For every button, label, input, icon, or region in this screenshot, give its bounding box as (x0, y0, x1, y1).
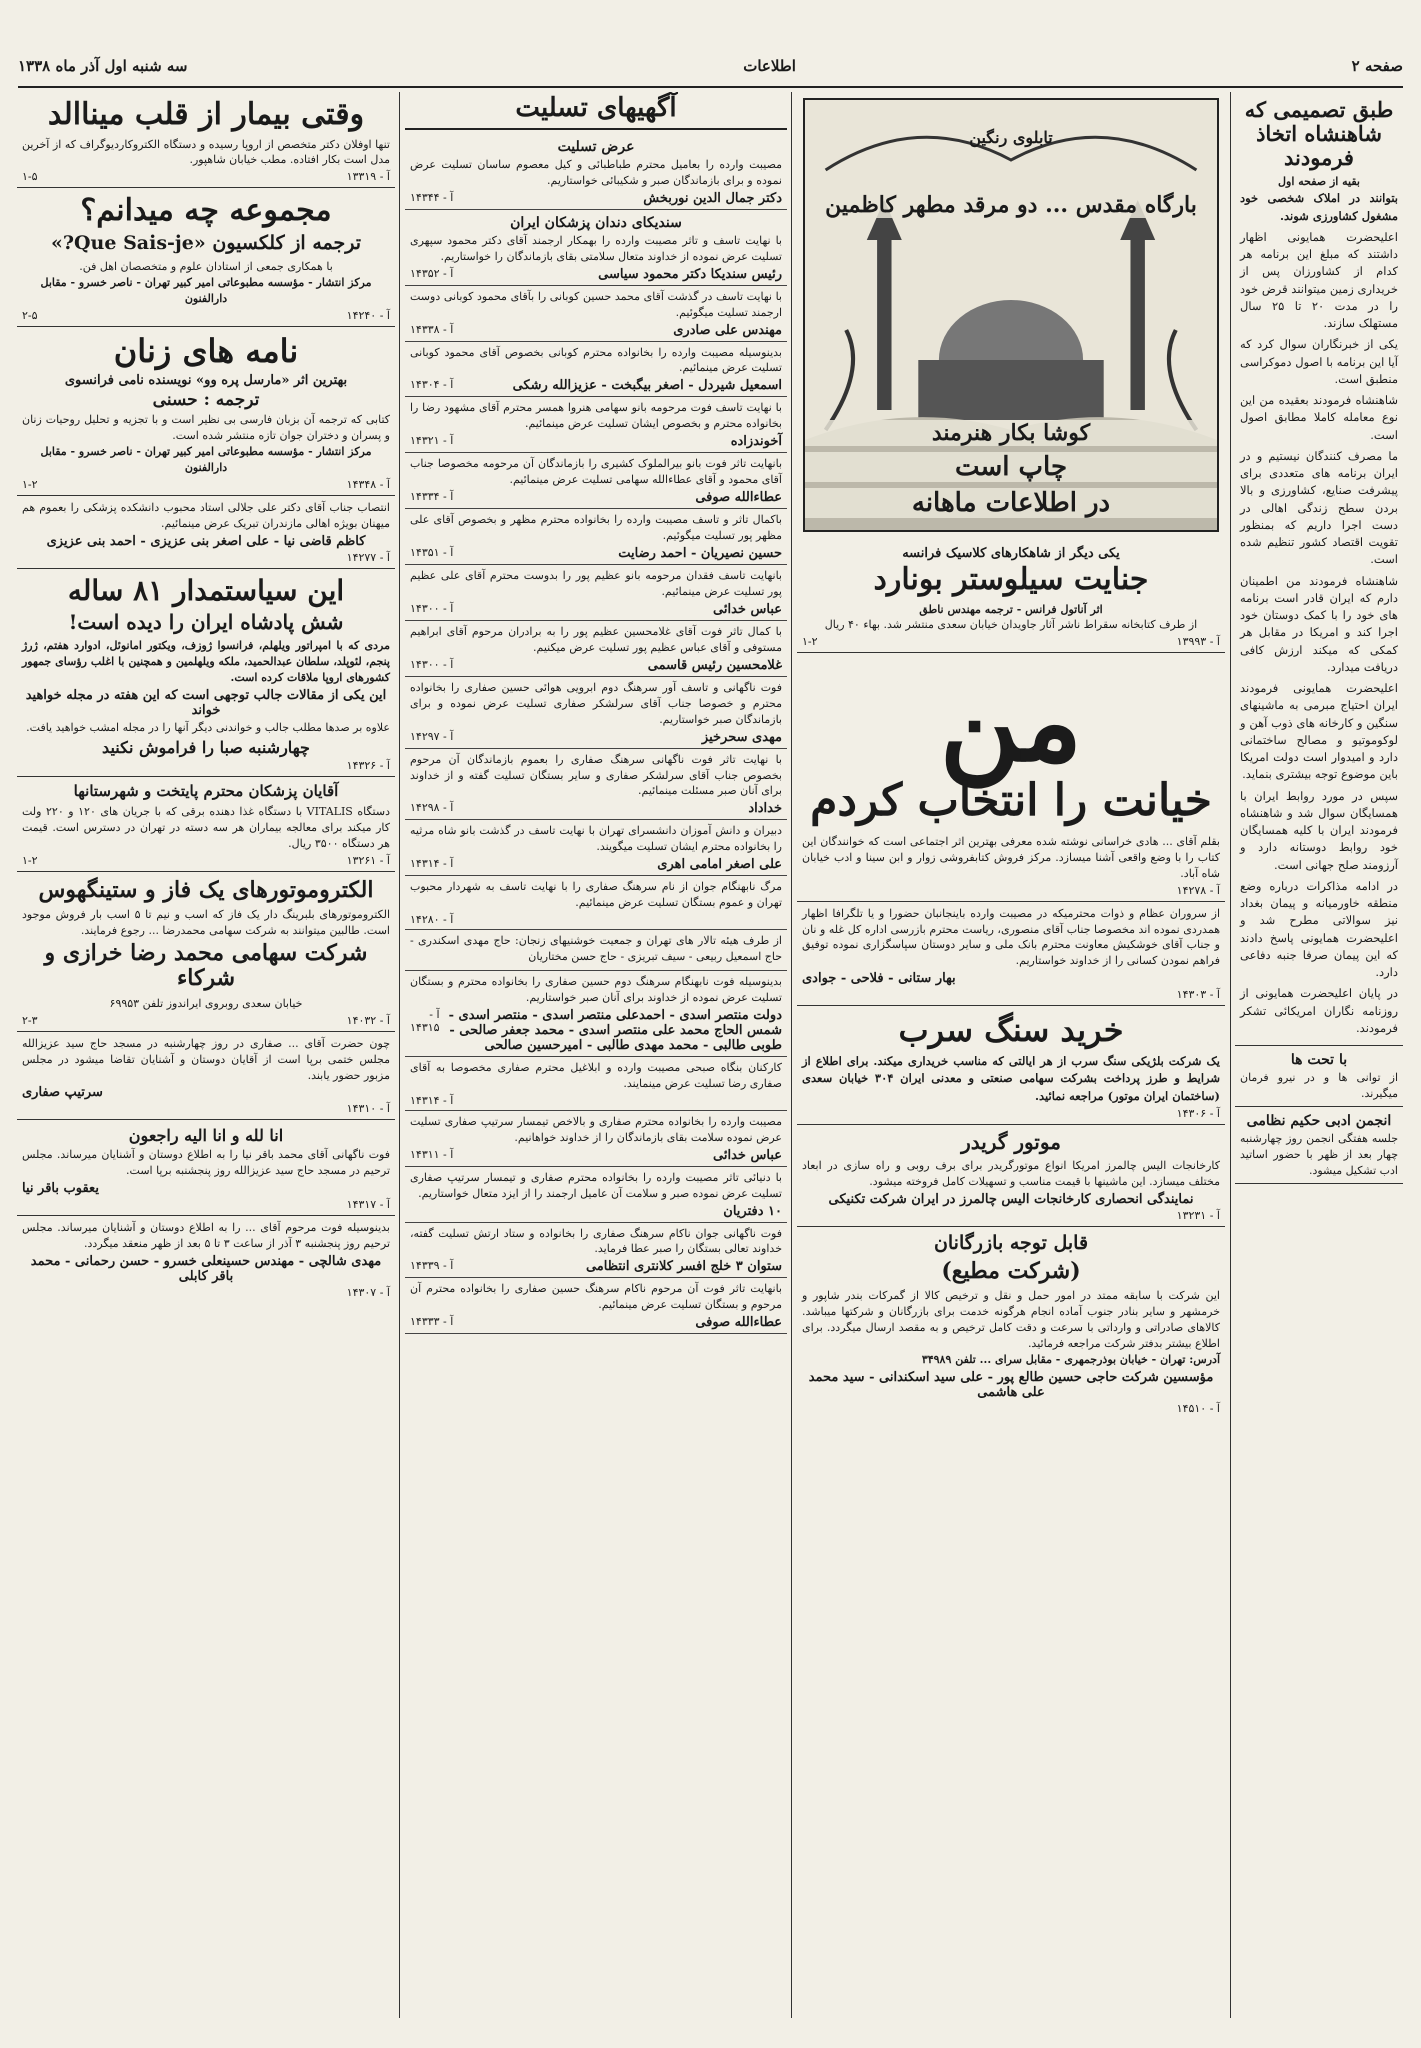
emblem-caption-bottom: در اطلاعات ماهانه (805, 488, 1217, 518)
article-paragraph: اعلیحضرت همایونی فرمودند ایران احتیاج مبرمی به ماشینهای سنگین و کارخانه های ذوب آهن و لوکوموتیو و مصالح ساختمانی دارد و امیدوار است دولت امریکا باین موضوع توجه بیشتری بنماید. (1240, 681, 1398, 782)
notice-text: از سروران عظام و ذوات محترمیکه در مصیبت وارده باینجانبان حضورا و یا تلگرافا اظهار همدردی نموده اند مخصوصا جناب آقای منصوری، ریاست محترم بازرسی اداره کل غله و نان و جناب آقای خوشکیش معاونت محترم بانک ملی و سایر دوستان سپاسگزاری نموده توفیق فراهم نمودن کسانی را از خداوند خواستاریم. (802, 906, 1220, 968)
ad-translator: ترجمه : حسنی (152, 390, 260, 411)
ad-code: آ - ۱۴۲۴۰ (346, 308, 390, 322)
ad-code-row (22, 309, 390, 322)
ad-headline: موتور گریدر (961, 1129, 1061, 1154)
condolence-text: فوت ناگهانی جوان ناکام سرهنگ صفاری را بخانواده و ستاد ارتش تسلیت گفته، خداوند تعالی بستگان را صبر عطا فرماید. (410, 1226, 782, 1256)
ad-code: آ - ۱۴۵۱۰ (1176, 1401, 1220, 1415)
ad-code: آ - ۱۴۲۷۷ (346, 550, 390, 564)
lead-ore-ad (797, 1006, 1225, 1125)
header-rule (18, 86, 1403, 88)
condolence-footer (410, 323, 782, 338)
condolence-signature: عباس خدائی (713, 1147, 782, 1163)
notice-signature: کاظم قاضی نیا - علی اصغر بنی عزیزی - احمد بنی عزیزی (46, 533, 366, 549)
condolence-signature: عطاءالله صوفی (695, 1315, 782, 1331)
ad-code: آ - ۱۴۳۰۷ (346, 1286, 390, 1300)
ad-code: آ - ۱۴۳۳۸ (410, 322, 454, 336)
condolence-text: با دنیائی تاثر مصیبت وارده را بخانواده محترم صفاری و تیمسار سرتیپ صفاری تسلیت عرض نموده صبر و سلامت آن عامیل ارجمند را از ایزد متعال خواستاریم. (410, 1170, 782, 1200)
ad-text: علاوه بر صدها مطلب جالب و خواندنی دیگر آنها را در مجله امشب خواهید یافت. (26, 720, 390, 734)
ad-code: آ - ۱۴۳۰۳ (1176, 988, 1220, 1002)
ad-text: این یکی از مقالات جالب توجهی است که این هفته در مجله خواهید خواند (25, 687, 387, 718)
condolence-text: با کمال تاثر فوت آقای غلامحسین عظیم پور را به برادران مرحوم آقای ابراهیم مستوفی و آقای عباس عظیم پور تسلیت عرض میکنیم. (410, 624, 782, 654)
article-headline: طبق تصمیمی که شاهنشاه اتخاذ فرمودند (1244, 97, 1394, 171)
condolence-notice (17, 1032, 395, 1121)
condolence-item (405, 342, 787, 398)
ad-publisher: از طرف کتابخانه سقراط ناشر آثار جاویدان خیابان سعدی منتشر شد. بهاء ۴۰ ریال (824, 618, 1198, 632)
ad-code: آ - ۱۴۳۱۵ (410, 1007, 440, 1034)
ad-signature: مؤسسین شرکت حاجی حسین طالع پور - علی سید اسکندانی - سید محمد علی هاشمی (808, 1369, 1214, 1400)
condolence-item (405, 1223, 787, 1279)
medical-device-ad (17, 777, 395, 872)
notice-title: انا لله و انا الیه راجعون (128, 1126, 284, 1146)
condolence-signature: غلامحسین رئیس قاسمی (647, 657, 782, 673)
ad-headline: آقایان پزشکان محترم پایتخت و شهرستانها (73, 781, 339, 800)
ad-code: آ - ۱۴۳۵۲ (410, 266, 454, 280)
condolence-text: بدینوسیله فوت نابهنگام سرهنگ دوم حسین صفاری را بخانواده محترم و بستگان تسلیت عرض نموده از خداوند برای آنان صبر خواستاریم. (410, 975, 782, 1004)
notice-text: از توانی ها و در نیرو فرمان میگیرند. (1240, 1071, 1398, 1101)
condolence-item (405, 1111, 787, 1167)
ad-text: کتابی که ترجمه آن بزبان فارسی بی نظیر است و با تجزیه و تحلیل روحیات زنان و پسران و دختران جوان تازه منتشر شده است. (22, 413, 390, 443)
condolence-item (405, 1167, 787, 1223)
ad-address: خیابان سعدی روبروی ایراندوز تلفن ۶۹۹۵۳ (109, 996, 303, 1010)
condolence-title: عرض تسلیت (557, 138, 635, 155)
emblem-caption-bottom: کوشا بکار هنرمند (805, 420, 1217, 446)
notice-text: جلسه هفتگی انجمن روز چهارشنبه چهار بعد از ظهر با حضور اساتید ادب تشکیل میشود. (1240, 1131, 1398, 1177)
ad-headline: مجموعه چه میدانم؟ (80, 193, 332, 229)
condolence-footer (410, 546, 782, 561)
condolence-item (405, 820, 787, 876)
ad-text: بقلم آقای ... هادی خراسانی نوشته شده معرفی بهترین اثر اجتماعی است که خوانندگان این کتاب را با وضع واقعی آشنا میسازد. مرکز فروش کتابفروشی زوار و ابن سینا و ادب خیابان شاه آباد. (802, 834, 1220, 880)
condolence-footer (410, 602, 782, 617)
ad-signature: شرکت سهامی محمد رضا خرازی و شرکاء (44, 940, 368, 992)
book-ad (17, 327, 395, 497)
condolence-item (405, 286, 787, 342)
newspaper-name: اطلاعات (743, 57, 796, 75)
section-title: آگهیهای تسلیت (405, 94, 787, 130)
ad-code-row (802, 635, 1220, 648)
ad-code: آ - ۱۴۳۴۸ (346, 478, 390, 492)
emblem-caption-mid: بارگاه مقدس ... دو مرقد مطهر کاظمین (805, 192, 1217, 218)
article-paragraph: ما مصرف کنندگان نیستیم و در ایران برنامه های متعددی برای پیشرفت صنایع، کشاورزی و بالا بردن سطح زندگی اهالی در دست اجرا داریم که بمنظور تقویت اقتصاد کشور تنظیم شده است. (1240, 448, 1398, 567)
ad-code: آ - ۱۳۲۳۱ (1176, 1208, 1220, 1222)
condolence-text: بدینوسیله مصیبت وارده را بخانواده محترم کوبانی بخصوص آقای محمود کوبانی تسلیت عرض مینمائیم. (410, 345, 782, 375)
condolence-signature: اسمعیل شیردل - اصغر بیگبخت - عزیزالله رشکی (512, 378, 782, 394)
condolence-signature: علی اصغر امامی اهری (657, 857, 782, 873)
ad-headline: خیانت را انتخاب کردم (810, 775, 1212, 827)
congratulation-notice (17, 496, 395, 569)
motie-company-ad (797, 1227, 1225, 1419)
ad-code-row (22, 1286, 390, 1299)
ad-code: آ - ۱۴۳۳۴ (410, 490, 454, 504)
condolence-item (405, 876, 787, 930)
ad-code: آ - ۱۴۲۸۰ (410, 913, 454, 927)
condolence-signature: ۱۰ دفتریان (723, 1203, 782, 1219)
continued-note: بقیه از صفحه اول (1278, 175, 1360, 189)
ad-code-row (22, 551, 390, 564)
issue-date: سه شنبه اول آذر ماه ۱۳۳۸ (18, 57, 188, 75)
condolence-footer (410, 730, 782, 745)
ad-subheadline: بهترین اثر «مارسل پره وو» نویسنده نامی فرانسوی (64, 373, 348, 389)
book-ad (797, 653, 1225, 901)
ad-address: آدرس: تهران - خیابان بوذرجمهری - مقابل سرای ... تلفن ۳۴۹۸۹ (921, 1352, 1220, 1366)
condolence-text: از طرف هیئه تالار های تهران و جمعیت خوشنیهای زنجان: حاج مهدی اسکندری - حاج اسمعیل ربیعی - سیف تبریزی - حاج حسن مختاریان (410, 934, 782, 964)
notice-signature: مهدی شالچی - مهندس حسینعلی خسرو - حسن رحمانی - محمد باقر کابلی (30, 1254, 382, 1285)
ad-code: آ - ۱۴۳۱۴ (410, 857, 454, 871)
condolence-notice (17, 1216, 395, 1303)
condolence-item (405, 1278, 787, 1334)
condolence-text: بانهایت تاثر فوت آن مرحوم ناکام سرهنگ حسین صفاری را بخانواده محترم آن مرحوم و بستگان تسلیت عرض مینمائیم. (410, 1282, 782, 1312)
condolence-text: بانهایت تاثر فوت بانو بیرالملوک کشیری را بازماندگان آن مرحومه مخصوصا جناب آقای محمود و آقای عطاءالله سهامی تسلیت عرض مینمائیم. (410, 457, 782, 487)
notice-signature: بهار ستانی - فلاحی - جوادی (802, 971, 956, 987)
ad-subheadline: ترجمه از کلکسیون «Que Sais-je?» (50, 231, 362, 254)
ad-code-row (802, 1107, 1220, 1120)
ad-code: آ - ۱۳۹۹۳ (1176, 635, 1220, 649)
ad-code-row (802, 988, 1220, 1001)
ad-code: آ - ۱۳۳۱۹ (346, 170, 390, 184)
condolence-item (405, 134, 787, 210)
ad-code: آ - ۱۴۳۰۶ (1176, 1106, 1220, 1120)
ad-text: یک شرکت بلژیکی سنگ سرب از هر ایالتی که مناسب خریداری میکند. برای اطلاع از شرایط و طرز پرداخت بشرکت سهامی صنعتی و معدنی ایران ۳۰۴ خیابان سعدی (ساختمان ایران موتور) مراجعه نمائید. (802, 1054, 1220, 1103)
condolence-text: دبیران و دانش آموزان دانشسرای تهران با نهایت تاسف در گذشت بانو شاه مرثیه را بخانواده محترم ایشان تسلیت میگویند. (410, 824, 782, 854)
ad-code-row (802, 1209, 1220, 1222)
condolence-text: با نهایت تاسف فوت مرحومه بانو سهامی هنروا همسر محترم آقای مشهود رضا را بخانواده محترم و بخصوص ایشان تسلیت عرض مینمائیم. (410, 401, 782, 431)
ad-publisher: مرکز انتشار - مؤسسه مطبوعاتی امیر کبیر تهران - ناصر خسرو - مقابل دارالفنون (40, 275, 372, 305)
article-paragraph: در پایان اعلیحضرت همایونی از روزنامه نگاران امریکائی تشکر فرمودند. (1240, 986, 1398, 1035)
ad-headline: وقتی بیمار از قلب میناالد (47, 97, 365, 132)
condolence-text: با نهایت تاسف در گذشت آقای محمد حسین کوبانی را بآقای محمود کوبانی دوست ارجمند تسلیت میگوئیم. (410, 289, 782, 319)
ad-code: ۱-۵ (22, 170, 38, 184)
condolence-text: بانهایت تاسف فقدان مرحومه بانو عظیم پور را بدوست محترم آقای علی عظیم پور تسلیت عرض مینمائیم. (410, 569, 782, 598)
condolence-signature: حسین نصیریان - احمد رضایت (618, 546, 782, 562)
condolence-footer (410, 1315, 782, 1330)
column-rule (1230, 92, 1231, 2018)
ad-code: آ - ۱۴۳۰۴ (410, 378, 454, 392)
ad-headline: خرید سنگ سرب (898, 1011, 1124, 1050)
ad-signature: چهارشنبه صبا را فراموش نکنید (102, 737, 310, 757)
notice-text: فوت ناگهانی آقای محمد باقر نیا را به اطلاع دوستان و آشنایان میرساند. مجلس ترحیم در مسجد حاج سید عزیزالله روز پنجشنبه برپا است. (22, 1148, 390, 1178)
condolences-column (405, 92, 787, 2018)
article-paragraph: شاهنشاه فرمودند بعقیده من این نوع معامله کاملا مطابق اصول است. (1240, 393, 1398, 442)
ad-headline: الکتروموتورهای یک فاز و ستینگهوس (38, 876, 374, 903)
book-ad (797, 540, 1225, 653)
condolence-footer (410, 913, 782, 926)
main-article (1235, 92, 1403, 1046)
ad-code: آ - ۱۴۳۱۱ (410, 1147, 454, 1161)
ad-code: آ - ۱۴۳۰۰ (410, 657, 454, 671)
condolence-title: سندیکای دندان پزشکان ایران (510, 214, 682, 231)
article-paragraph: در ادامه مذاکرات درباره وضع منطقه خاورمیانه و پیمان بغداد نیز سوالاتی مطرح شد و اعلیحضرت همایونی پاسخ دادند که این پیمان صرفا جنبه دفاعی دارد. (1240, 878, 1398, 980)
condolence-item (405, 677, 787, 749)
electromotor-ad (17, 872, 395, 1032)
article-paragraph: یکی از خبرنگاران سوال کرد که آیا این برنامه با اصول دموکراسی منطبق است. (1240, 337, 1398, 386)
condolence-signature: رئیس سندیکا دکتر محمود سیاسی (598, 266, 782, 282)
article-paragraph: اعلیحضرت همایونی اظهار داشتند که مبلغ این برنامه هر کدام از کشاورزان پس از خریداری زمین میتوانند قرض خود را در مدت ۲۰ تا ۲۵ سال مستهلک سازند. (1240, 229, 1398, 331)
condolence-footer (410, 857, 782, 872)
condolence-signature: دولت منتصر اسدی - احمدعلی منتصر اسدی - منتصر اسدی - شمس الحاج محمد علی منتصر اسدی - محمد جعفر صالحی - طوبی طالبی - محمد مهدی طالبی - امیرحسین صالحی (448, 1007, 782, 1053)
condolence-text: کارکنان بنگاه صبحی مصیبت وارده و ابلاغیل محترم صفاری مخصوصا به آقای صفاری رضا تسلیت عرض مینمایند. (410, 1060, 782, 1090)
condolence-signature: دکتر جمال الدین نوربخش (643, 190, 782, 206)
condolence-signature: عباس خدائی (713, 601, 782, 617)
ad-code-row (22, 170, 390, 183)
condolence-notice (797, 902, 1225, 1007)
ad-subheadline: شش پادشاه ایران را دیده است! (68, 610, 344, 635)
ad-headline: جنایت سیلوستر بونارد (873, 562, 1149, 597)
ad-code: ۱-۲ (22, 853, 38, 867)
condolence-text: با نهایت تاثر فوت ناگهانی سرهنگ صفاری را بعموم بازماندگان آن مرحوم بخصوص جناب آقای سرلشکر صفاری و سایر بستگان تسلیت گفته و از خداوند برای آنان صبر مسئلت مینمائیم. (410, 752, 782, 798)
notice-box (1235, 1107, 1403, 1184)
ad-code: آ - ۱۳۲۶۱ (346, 853, 390, 867)
notice-box (1235, 1046, 1403, 1107)
ad-pre-title: یکی دیگر از شاهکارهای کلاسیک فرانسه (902, 546, 1120, 561)
condolence-footer (410, 1094, 782, 1107)
condolence-footer (410, 1148, 782, 1163)
ad-code-row (22, 854, 390, 867)
condolence-footer (410, 490, 782, 505)
ad-code: ۱-۲ (22, 478, 38, 492)
ad-code-row (22, 1198, 390, 1211)
emblem-caption-top: تابلوی رنگین (969, 128, 1053, 147)
notice-text: بدینوسیله فوت مرحوم آقای ... را به اطلاع دوستان و آشنایان میرساند. مجلس ترحیم روز پنجشنبه ۳ آذر از ساعت ۳ تا ۵ بعد از ظهر منعقد میگردد. (22, 1221, 390, 1251)
condolence-item (405, 210, 787, 286)
ad-code: آ - ۱۴۰۳۲ (346, 1013, 390, 1027)
ad-code: آ - ۱۴۳۲۶ (346, 758, 390, 772)
notice-text: چون حضرت آقای ... صفاری در روز چهارشنبه در مسجد حاج سید عزیزالله مجلس ختمی برپا است از آقایان دوستان و آشنایان تقاضا میشود در مجلس مزبور حضور یابند. (22, 1036, 390, 1082)
ad-text: با همکاری جمعی از استادان علوم و متخصصان اهل فن. (79, 259, 333, 273)
condolence-item (405, 621, 787, 677)
book-series-ad (17, 188, 395, 326)
condolence-item (405, 749, 787, 821)
column-rule (791, 92, 792, 2018)
ad-code: آ - ۱۴۳۱۰ (346, 1102, 390, 1116)
ad-signature: نمایندگی انحصاری کارخانجات الیس چالمرز در ایران شرکت تکنیکی (828, 1191, 1194, 1207)
condolence-footer (410, 191, 782, 206)
ad-headline: این سیاستمدار ۸۱ ساله (67, 573, 345, 607)
ad-code: ۲-۳ (22, 1013, 38, 1027)
ad-code: آ - ۱۴۳۵۱ (410, 546, 454, 560)
condolence-footer (410, 267, 782, 282)
motor-grader-ad (797, 1125, 1225, 1227)
ad-code: ۲-۵ (22, 308, 38, 322)
ad-code: آ - ۱۴۳۱۴ (410, 1093, 454, 1107)
condolence-text: مصیبت وارده را بخانواده محترم صفاری و بالاخص تیمسار سرتیپ صفاری تسلیت عرض نموده سلامت بقای بازماندگان را از خداوند خواهانیم. (410, 1114, 782, 1144)
ad-code: آ - ۱۴۳۲۱ (410, 434, 454, 448)
condolence-text: فوت ناگهانی و تاسف آور سرهنگ دوم ابرویی هوائی حسین صفاری را بخانواده محترم و خصوصا جناب آقای سرلشکر صفاری تسلیت عرض نموده و برای بازماندگان صبر خواستاریم. (410, 680, 782, 726)
condolence-footer (410, 1259, 782, 1274)
ad-text: الکتروموتورهای بلبرینگ دار یک فاز که اسب و نیم تا ۵ اسب بار فروش موجود است. طالبین میتوانند به شرکت سهامی محمدرضا ... رجوع فرمایند. (22, 908, 390, 938)
condolence-item (405, 971, 787, 1057)
ad-code-row (22, 759, 390, 772)
ad-code-row (802, 884, 1220, 897)
page-header (18, 52, 1403, 80)
ad-headline: نامه های زنان (113, 331, 299, 370)
article-column (1235, 92, 1403, 2018)
condolence-signature: خداداد (748, 801, 782, 817)
notice-signature: سرتیپ صفاری (22, 1085, 103, 1101)
condolence-signature: مهدی سحرخیز (701, 729, 782, 745)
shrine-illustration-ad (803, 98, 1219, 532)
condolence-signature: ستوان ۳ خلج افسر کلانتری انتظامی (585, 1259, 782, 1275)
ad-code: آ - ۱۴۲۹۸ (410, 801, 454, 815)
column-rule (399, 92, 400, 2018)
condolence-text: مصیبت وارده را بعامیل محترم طباطبائی و کیل معصوم ساسان تسلیت عرض نموده و برای بازماندگان صبر و شکیبائی خواستاریم. (410, 157, 782, 187)
condolence-footer (410, 434, 782, 449)
ad-headline: من (939, 657, 1083, 787)
ad-code: آ - ۱۴۳۱۷ (346, 1198, 390, 1212)
condolence-notice (17, 1120, 395, 1216)
condolence-item (405, 509, 787, 565)
notice-text: انتصاب جناب آقای دکتر علی جلالی استاد محبوب دانشکده پزشکی را بعموم هم میهنان بویژه اهالی مازندران تبریک عرض مینمائیم. (22, 501, 390, 531)
article-paragraph: سپس در مورد روابط ایران با همسایگان سوال شد و شاهنشاه فرمودند ایران با کلیه همسایگان خود روابط دوستانه دارد و آرزومند صلح جهانی است. (1240, 788, 1398, 872)
condolence-footer (410, 801, 782, 816)
notice-title: با تحت ها (1290, 1052, 1348, 1069)
condolence-footer (410, 658, 782, 673)
article-paragraph: شاهنشاه فرمودند من اطمینان دارم که ایران قادر است برنامه های خود را با کمک دوستان خود اجرا کند و امریکا در مقابل هر کمکی که میکند ارزش کافی دریافت میدارد. (1240, 573, 1398, 674)
ads-column (17, 92, 395, 2018)
ad-code: آ - ۱۴۲۷۸ (1176, 883, 1220, 897)
condolence-text: مرگ نابهنگام جوان از نام سرهنگ صفاری را با نهایت تاسف به شهردار محبوب تهران و عموم بستگان تسلیت عرض مینمائیم. (410, 880, 782, 910)
page-number: صفحه ۲ (1351, 57, 1403, 75)
ad-code: ۱-۲ (802, 635, 818, 649)
ad-text: مردی که با امپراتور ویلهلم، فرانسوا ژوزف، ویکتور امانوئل، ادوارد هفتم، ژرژ پنجم، لئوپلد، سلطان عبدالحمید، ملکه ویلهلمین و همچنین با اغلب رؤسای جمهور کشورهای اروپا ملاقات کرده است. (22, 639, 390, 685)
ad-code: آ - ۱۴۳۳۳ (410, 1315, 454, 1329)
condolence-footer (410, 378, 782, 393)
ad-code-row (22, 1014, 390, 1027)
ad-code-row (22, 478, 390, 491)
ad-code: آ - ۱۴۳۰۰ (410, 601, 454, 615)
condolence-signature: آخوندزاده (730, 434, 782, 450)
ad-code-row (22, 1102, 390, 1115)
ad-code-row (802, 1402, 1220, 1415)
notice-signature: یعقوب باقر نیا (22, 1181, 99, 1197)
ad-text: دستگاه VITALIS با دستگاه غذا دهنده برقی که با جریان های ۱۲۰ و ۲۲۰ ولت کار میکند برای معالجه بیماران هر سه دسته در تهران در دسترس است. قیمت هر دستگاه ۳۵۰۰ ریال. (22, 805, 390, 851)
condolence-text: با نهایت تاسف و تاثر مصیبت وارده را بهمکار ارجمند آقای دکتر محمود سپهری تسلیت عرض نموده از خداوند متعال سلامتی بقای بازماندگان را خواستاریم. (410, 233, 782, 263)
magazine-ad (17, 569, 395, 777)
condolence-item (405, 397, 787, 453)
article-paragraph: بتوانند در املاک شخصی خود مشغول کشاورزی شوند. (1240, 191, 1398, 223)
condolence-footer (410, 1204, 782, 1219)
ad-text: کارخانجات الیس چالمرز امریکا انواع موتورگریدر برای برف روبی و راه سازی در ابعاد مختلف میسازد. این ماشینها با قیمت مناسب و تسهیلات کامل فروخته میشود. (802, 1158, 1220, 1188)
notice-title: انجمن ادبی حکیم نظامی (1246, 1112, 1392, 1129)
cardiology-ad (17, 92, 395, 188)
ad-author: اثر آناتول فرانس - ترجمه مهندس ناطق (919, 602, 1103, 616)
ad-text: این شرکت با سابقه ممتد در امور حمل و نقل و ترخیص کالا از گمرکات بندر شاپور و خرمشهر و سایر بنادر جنوب آماده انجام هرگونه خدمت برای بازرگانان و شرکتها میباشد. کالاهای صادراتی و وارداتی با سرعت و دقت کامل ترخیص و به مقصد ارسال میگردد. برای اطلاع بیشتر بدفتر شرکت مراجعه فرمائید. (802, 1288, 1220, 1350)
ad-code: آ - ۱۴۳۳۹ (410, 1259, 454, 1273)
condolence-item (405, 453, 787, 509)
condolence-footer (410, 1008, 782, 1053)
condolence-signature: عطاءالله صوفی (695, 490, 782, 506)
ad-publisher: مرکز انتشار - مؤسسه مطبوعاتی امیر کبیر تهران - ناصر خسرو - مقابل دارالفنون (40, 445, 372, 475)
condolence-item (405, 930, 787, 971)
ad-text: تنها اوفلان دکتر متخصص از اروپا رسیده و دستگاه الکتروکاردیوگراف که از آخرین مدل است بکار افتاده. مطب خیابان شاهپور. (22, 137, 390, 167)
ads-column (797, 92, 1225, 2018)
condolence-text: باکمال تاثر و تاسف مصیبت وارده را بخانواده محترم مظهر و بخصوص آقای علی مظهر پور تسلیت میگوئیم. (410, 513, 782, 543)
ad-code: آ - ۱۴۲۹۷ (410, 729, 454, 743)
condolence-item (405, 565, 787, 621)
emblem-caption-bottom: چاپ است (805, 452, 1217, 482)
condolence-list (405, 134, 787, 1334)
condolence-item (405, 1057, 787, 1111)
ad-headline: قابل توجه بازرگانان (933, 1231, 1089, 1254)
condolence-signature: مهندس علی صادری (673, 322, 782, 338)
ad-subheadline: (شرکت مطیع) (941, 1257, 1081, 1284)
ad-code: آ - ۱۴۳۴۴ (410, 190, 454, 204)
